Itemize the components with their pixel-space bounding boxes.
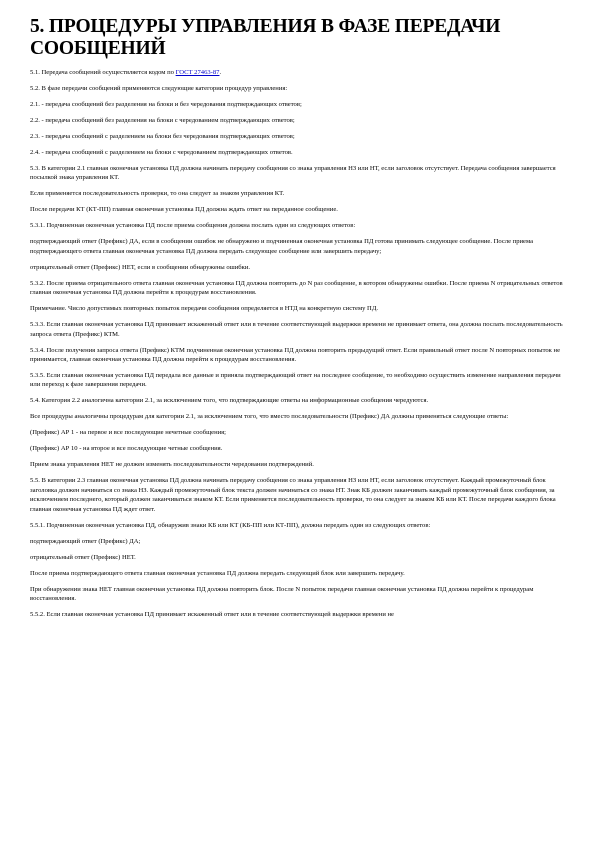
paragraph-text: . — [219, 69, 222, 76]
paragraph: Если применяется последовательность проверки, то она следует за знаком управления КТ. — [30, 190, 285, 198]
paragraph: 5.5. В категории 2.3 главная оконечная установка ПД должна начинать передачу сообщения со знака управления НЗ или НТ, если заголовок отсутствует. Каждый промежуточный блок заголовка должен начинаться со знака НЗ. Каждый промежуточный блок текста должен начинаться со знака НТ. Знак КБ должен заканчивать каждый промежуточный блок сообщения, за исключением последнего, который должен заканчиваться знаком КТ. Если применяется последовательность проверки, то она следует за знаком КБ или КТ. После передачи каждого блока главная оконечная установка ПД ждет ответ. — [30, 477, 556, 513]
paragraph: (Префикс) АР 1 - на первое и все последующие нечетные сообщения; — [30, 429, 227, 437]
gost-link[interactable]: ГОСТ 27463-87 — [175, 69, 220, 76]
paragraph: Все процедуры аналогичны процедурам для категории 2.1, за исключением того, что вместо последовательности (Префикс) ДА должны применяться следующие ответы: — [30, 413, 509, 421]
paragraph: 5.3. В категории 2.1 главная оконечная установка ПД должна начинать передачу сообщения со знака управления НЗ или НТ, если заголовок отсутствует. Передача сообщения завершается посылкой знака управления КТ. — [30, 165, 556, 182]
paragraph: отрицательный ответ (Префикс) НЕТ, если в сообщении обнаружены ошибки. — [30, 263, 251, 271]
paragraph: 5.2. В фазе передачи сообщений применяются следующие категории процедур управления: — [30, 85, 288, 92]
paragraph: отрицательный ответ (Префикс) НЕТ. — [30, 553, 136, 561]
paragraph: 2.2. - передача сообщений без разделения на блоки с чередованием подтверждающих ответов; — [30, 117, 295, 124]
paragraph: 5.3.1. Подчиненная оконечная установка ПД после приема сообщения должна послать один из следующих ответов: — [30, 222, 356, 230]
paragraph: подтверждающий ответ (Префикс) ДА; — [30, 537, 141, 545]
paragraph: подтверждающий ответ (Префикс) ДА, если в сообщении ошибок не обнаружено и подчиненная оконечная установка ПД готова принимать следующее сообщение. После приема подтверждающего ответа главная оконечная установка ПД должна передать следующее сообщение или завершить передачу; — [30, 238, 534, 255]
paragraph: 5.4. Категория 2.2 аналогична категории 2.1, за исключением того, что подтверждающие ответы на информационные сообщения чередуются. — [30, 397, 429, 405]
paragraph: 2.4. - передача сообщений с разделением на блоки с чередованием подтверждающих ответов. — [30, 149, 293, 156]
paragraph: 2.1. - передача сообщений без разделения на блоки и без чередования подтверждающих ответов; — [30, 101, 302, 108]
paragraph-text: 5.1. Передача сообщений осуществляется кодом по — [30, 69, 176, 76]
paragraph: 5.5.1. Подчиненная оконечная установка ПД, обнаружив знаки КБ или КТ (КБ-ПП или КТ-ПП), должна передать один из следующих ответов: — [30, 521, 431, 529]
paragraph: При обнаружении знака НЕТ главная оконечная установка ПД должна повторить блок. После N попыток передачи главная оконечная установка ПД должна перейти к процедурам восстановления. — [30, 585, 534, 603]
paragraph: 5.3.4. После получения запроса ответа (Префикс) КТМ подчиненная оконечная установка ПД должна повторить предыдущий ответ. Если правильный ответ после N повторных попыток не принимается, главная оконечная установка ПД должна перейти к процедурам восстановления. — [30, 346, 560, 364]
page-title: 5. ПРОЦЕДУРЫ УПРАВЛЕНИЯ В ФАЗЕ ПЕРЕДАЧИ СООБЩЕНИЙ — [30, 16, 501, 59]
paragraph: После приема подтверждающего ответа главная оконечная установка ПД должна передать следующий блок или завершить передачу. — [30, 569, 405, 577]
paragraph: 5.5.2. Если главная оконечная установка ПД принимает искаженный ответ или в течение соответствующей выдержки времени не — [30, 611, 394, 619]
document-page — [30, 16, 570, 626]
paragraph: (Префикс) АР 10 - на второе и все последующие четные сообщения. — [30, 445, 223, 453]
paragraph: Примечание. Число допустимых повторных попыток передачи сообщения определяется в НТД на конкретную систему ПД. — [30, 305, 378, 313]
paragraph — [30, 68, 570, 77]
paragraph: После передачи КТ (КТ-ПП) главная оконечная установка ПД должна ждать ответ на переданное сообщение. — [30, 206, 338, 214]
paragraph: Прием знака управления НЕТ не должен изменять последовательности чередования подтверждений. — [30, 461, 314, 469]
paragraph: 5.3.2. После приема отрицательного ответа главная оконечная установка ПД должна повторить до N раз сообщение, в котором обнаружены ошибки. После приема N отрицательных ответов главная оконечная установка ПД должна перейти к процедурам восстановления. — [30, 279, 563, 297]
paragraph: 5.3.3. Если главная оконечная установка ПД принимает искаженный ответ или в течение соответствующей выдержки времени не принимает ответа, она должна послать последовательность запроса ответа (Префикс) КТМ. — [30, 321, 563, 338]
paragraph: 2.3. - передача сообщений с разделением на блоки без чередования подтверждающих ответов; — [30, 133, 295, 140]
paragraph: 5.3.5. Если главная оконечная установка ПД передала все данные и приняла подтверждающий ответ на последнее сообщение, то необходимо осуществить изменение направления передачи или переход к фазе завершения передачи. — [30, 372, 561, 389]
